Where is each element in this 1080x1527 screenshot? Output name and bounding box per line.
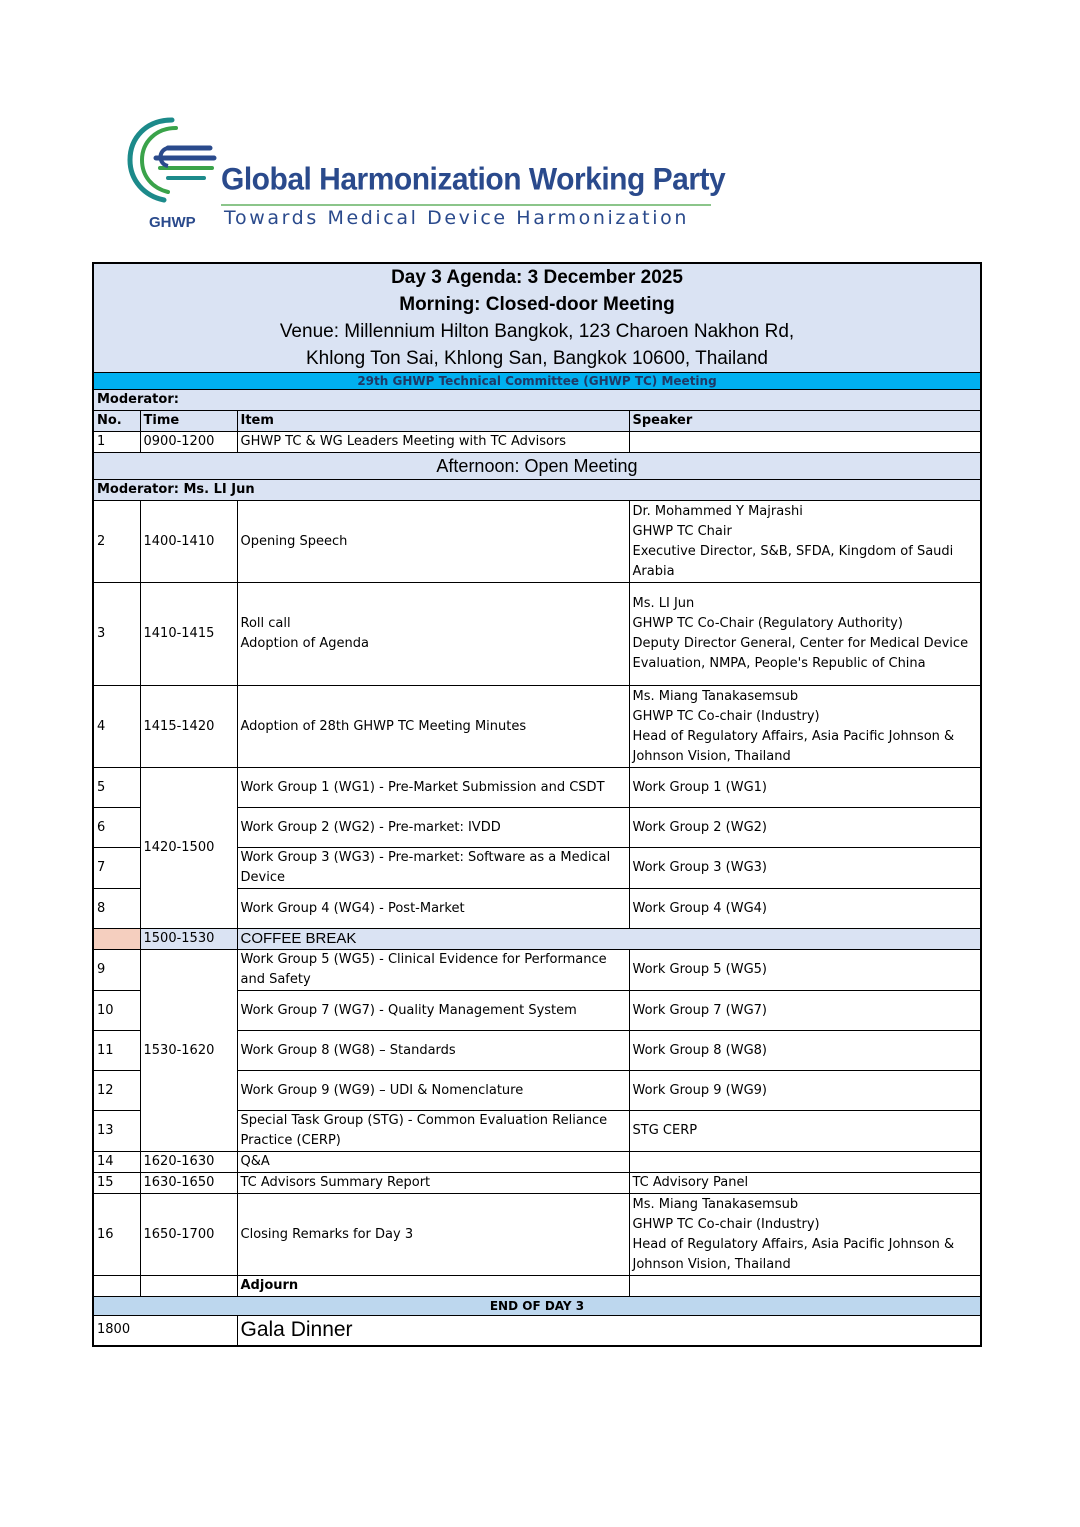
row-time: 1500-1530 xyxy=(140,929,237,950)
table-row xyxy=(93,432,981,453)
table-row xyxy=(93,950,981,991)
row-item: Special Task Group (STG) - Common Evaluation Reliance Practice (CERP) xyxy=(237,1111,629,1152)
row-no: 8 xyxy=(93,889,140,929)
column-headers xyxy=(93,411,981,432)
speaker-name: Ms. LI Jun xyxy=(632,596,695,611)
ghwp-logo xyxy=(124,114,724,234)
item-line: Roll call xyxy=(240,616,291,631)
row-no xyxy=(93,1276,140,1297)
row-speaker: TC Advisory Panel xyxy=(629,1173,981,1194)
speaker-affiliation: Deputy Director General, Center for Medical Device Evaluation, NMPA, People's Republic of China xyxy=(632,636,969,671)
gala-row xyxy=(93,1316,981,1346)
logo-divider xyxy=(221,204,711,206)
row-speaker xyxy=(629,686,981,768)
afternoon-title: Afternoon: Open Meeting xyxy=(93,453,981,480)
row-speaker xyxy=(629,1152,981,1173)
agenda-header xyxy=(93,263,981,373)
venue-line-2: Khlong Ton Sai, Khlong San, Bangkok 10600, Thailand xyxy=(306,348,768,369)
row-no: 7 xyxy=(93,848,140,889)
row-item: Work Group 7 (WG7) - Quality Management System xyxy=(237,991,629,1031)
col-header-speaker: Speaker xyxy=(629,411,981,432)
row-speaker: Work Group 2 (WG2) xyxy=(629,808,981,848)
col-header-no: No. xyxy=(93,411,140,432)
row-no: 15 xyxy=(93,1173,140,1194)
morning-title: Morning: Closed-door Meeting xyxy=(399,294,675,315)
row-speaker: Work Group 7 (WG7) xyxy=(629,991,981,1031)
speaker-name: Dr. Mohammed Y Majrashi xyxy=(632,503,803,519)
row-no: 10 xyxy=(93,991,140,1031)
col-header-item: Item xyxy=(237,411,629,432)
row-item: Work Group 2 (WG2) - Pre-market: IVDD xyxy=(237,808,629,848)
row-speaker: Work Group 3 (WG3) xyxy=(629,848,981,889)
speaker-role: GHWP TC Chair xyxy=(632,523,732,539)
row-item: Work Group 4 (WG4) - Post-Market xyxy=(237,889,629,929)
row-no: 5 xyxy=(93,768,140,808)
row-time: 1620-1630 xyxy=(140,1152,237,1173)
speaker-role: GHWP TC Co-Chair (Regulatory Authority) xyxy=(632,616,903,631)
row-time: 1650-1700 xyxy=(140,1194,237,1276)
row-time xyxy=(140,1276,237,1297)
row-speaker: Work Group 8 (WG8) xyxy=(629,1031,981,1071)
row-time: 1530-1620 xyxy=(140,950,237,1152)
speaker-affiliation: Executive Director, S&B, SFDA, Kingdom of Saudi Arabia xyxy=(632,543,954,579)
speaker-role: GHWP TC Co-chair (Industry) xyxy=(632,1216,820,1232)
row-item: Q&A xyxy=(237,1152,629,1173)
table-row xyxy=(93,583,981,686)
row-no: 2 xyxy=(93,501,140,583)
row-item: Work Group 1 (WG1) - Pre-Market Submission and CSDT xyxy=(237,768,629,808)
row-speaker xyxy=(629,1276,981,1297)
afternoon-moderator: Moderator: Ms. LI Jun xyxy=(93,480,981,501)
row-no: 3 xyxy=(93,583,140,686)
row-time: 1415-1420 xyxy=(140,686,237,768)
speaker-name: Ms. Miang Tanakasemsub xyxy=(632,1196,799,1212)
speaker-role: GHWP TC Co-chair (Industry) xyxy=(632,708,820,724)
row-speaker: Work Group 4 (WG4) xyxy=(629,889,981,929)
speaker-affiliation: Head of Regulatory Affairs, Asia Pacific Johnson & Johnson Vision, Thailand xyxy=(632,728,955,764)
tc-meeting-band: 29th GHWP Technical Committee (GHWP TC) Meeting xyxy=(93,373,981,390)
row-no: 1 xyxy=(93,432,140,453)
row-speaker xyxy=(629,501,981,583)
table-row xyxy=(93,686,981,768)
row-no xyxy=(93,929,140,950)
row-no: 11 xyxy=(93,1031,140,1071)
row-item: TC Advisors Summary Report xyxy=(237,1173,629,1194)
row-no: 4 xyxy=(93,686,140,768)
row-no: 9 xyxy=(93,950,140,991)
row-item: Opening Speech xyxy=(237,501,629,583)
col-header-time: Time xyxy=(140,411,237,432)
row-item: GHWP TC & WG Leaders Meeting with TC Advisors xyxy=(237,432,629,453)
row-speaker xyxy=(629,583,981,686)
row-no: 12 xyxy=(93,1071,140,1111)
row-time: 1420-1500 xyxy=(140,768,237,929)
speaker-name: Ms. Miang Tanakasemsub xyxy=(632,688,799,704)
row-speaker xyxy=(629,432,981,453)
agenda-table xyxy=(92,262,982,1347)
row-time: 1630-1650 xyxy=(140,1173,237,1194)
coffee-break-row xyxy=(93,929,981,950)
coffee-break-label: COFFEE BREAK xyxy=(237,929,981,950)
morning-moderator: Moderator: xyxy=(93,390,981,411)
row-time: 1400-1410 xyxy=(140,501,237,583)
agenda-day-title: Day 3 Agenda: 3 December 2025 xyxy=(391,267,683,288)
row-item: Work Group 9 (WG9) – UDI & Nomenclature xyxy=(237,1071,629,1111)
row-no: 14 xyxy=(93,1152,140,1173)
row-speaker: Work Group 1 (WG1) xyxy=(629,768,981,808)
speaker-affiliation: Head of Regulatory Affairs, Asia Pacific Johnson & Johnson Vision, Thailand xyxy=(632,1236,955,1272)
table-row xyxy=(93,1194,981,1276)
row-speaker xyxy=(629,1194,981,1276)
gala-label: Gala Dinner xyxy=(237,1316,981,1346)
row-speaker: Work Group 9 (WG9) xyxy=(629,1071,981,1111)
venue-line-1: Venue: Millennium Hilton Bangkok, 123 Charoen Nakhon Rd, xyxy=(279,321,795,342)
row-item: Work Group 5 (WG5) - Clinical Evidence for Performance and Safety xyxy=(237,950,629,991)
table-row xyxy=(93,501,981,583)
item-line: Adoption of Agenda xyxy=(240,636,369,651)
adjourn-label: Adjourn xyxy=(237,1276,629,1297)
table-row xyxy=(93,768,981,808)
row-no: 13 xyxy=(93,1111,140,1152)
adjourn-row xyxy=(93,1276,981,1297)
row-item: Adoption of 28th GHWP TC Meeting Minutes xyxy=(237,686,629,768)
logo-subtitle: Towards Medical Device Harmonization xyxy=(224,207,689,229)
end-of-day-band: END OF DAY 3 xyxy=(93,1297,981,1316)
row-no: 6 xyxy=(93,808,140,848)
row-time: 0900-1200 xyxy=(140,432,237,453)
gala-time: 1800 xyxy=(93,1316,237,1346)
row-speaker: Work Group 5 (WG5) xyxy=(629,950,981,991)
table-row xyxy=(93,1173,981,1194)
row-no: 16 xyxy=(93,1194,140,1276)
row-item xyxy=(237,583,629,686)
row-item: Closing Remarks for Day 3 xyxy=(237,1194,629,1276)
row-speaker: STG CERP xyxy=(629,1111,981,1152)
row-time: 1410-1415 xyxy=(140,583,237,686)
ghwp-swirl-icon xyxy=(124,114,220,214)
logo-abbreviation: GHWP xyxy=(149,214,196,231)
logo-title: Global Harmonization Working Party xyxy=(221,162,726,197)
row-item: Work Group 8 (WG8) – Standards xyxy=(237,1031,629,1071)
row-item: Work Group 3 (WG3) - Pre-market: Software as a Medical Device xyxy=(237,848,629,889)
table-row xyxy=(93,1152,981,1173)
